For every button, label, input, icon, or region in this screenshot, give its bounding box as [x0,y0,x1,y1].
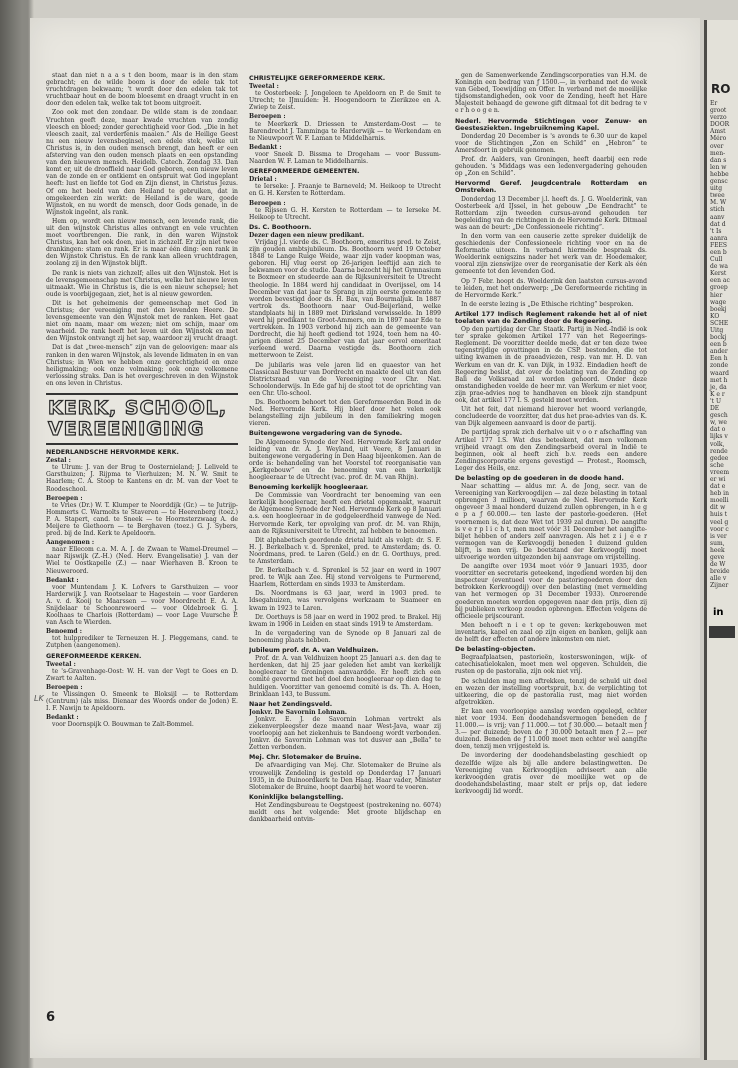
facing-page-line: Kerst [710,270,727,278]
column-1-groups [46,457,238,649]
facing-page-line: stich [710,206,725,214]
article-text: De schulden mag men aftrekken, tenzij de schuld uit doel en wezen der instelling voortspruit, b.v. de verplichting tot uitkeering, die op de pastoralia rust, mag niet worden afgetrokken. [455,677,647,706]
paragraph: Dat is dat „twee-mensch” zijn van de geloovigen: maar als ranken in den waren Wijnstok, als levende lidmaten in en van Christus; in Wien we hebben onze gerechtigheid en onze heiligmaking; ook onze volmaking; ook onze volkomene verlossing straks. Dan is het overgeschreven in den Wijnstok en ons leven in Christus. [46,344,238,387]
facing-page-line: gedee [710,454,729,462]
facing-page-line: twee [710,192,725,200]
article-text: De Algemeene Synode der Ned. Hervormde Kerk zal onder leiding van dr. A. J. Weyland, uit Veere, 8 Januari in buitengewone vergadering in Den Haag bijeenkomen. Aan de orde is: behandeling van het Voorstel tot reorganisatie van „Kerkgebouw” en de benoeming van een kerkelijk hoogleeraar te de Utrecht (vac. prof. dr. M. van Rhijn). [249,438,441,481]
group-label: Beroepen : [46,494,83,502]
article-text: te Rijssen G. H. Kersten te Rotterdam — te Ierseke M. Heikoop te Utrecht. [249,206,441,221]
facing-page-line: groep [710,284,728,292]
facing-page-line: breide [710,568,730,576]
article-title: Koninklijke belangstelling. [249,793,344,801]
facing-page-line: wage [710,298,727,306]
column-1-groups-2 [46,661,238,729]
facing-page-line: bockj [710,334,727,342]
margin-annotation: LK [34,694,44,703]
facing-page-line: aanra [710,234,728,242]
paragraph: Zoo ook met den zondaar. De wilde stam is de zondaar. Vruchten geeft deze, maar kwade vruchten van zondig vleesch en bloed; zonder gerechtigheid voor God. „Die in het vleesch zaait, zal verderfenis maaien.” Als de Heilige Geest nu een nieuw levensbeginsel, een edele stek, welke uit Christus is, in den ouden mensch brengt, dan heeft er een afsterving van den ouden mensch plaats en een opstanding van den nieuwen mensch. Heidelb. Catech. Zondag 33. Dan komt er, uit de drooffield naar God geboren, een nieuw leven van de zonde en er ontkiemt en ontspruit wat God ingeplant heeft: lust en liefde tot God en Zijn dienst, in Christus Jezus. Of om het beeld van den Heiland te gebruiken, dat in omgekeerden zin werkt: de Heiland is de ware, goede Wijnstok, en nu wordt de mensch, door Gods genade, in de Wijnstok ingeënt, als rank. [46,109,238,216]
facing-page-line: moelli [710,497,729,505]
facing-page-line: volk, [710,440,725,448]
article-text: Ds. Noordmans is 63 jaar, werd in 1903 pred. te Idsegahuizen, was vervolgens werkzaam te Suameer en kwam in 1923 te Laren. [249,590,441,612]
facing-page-line: men- [710,149,726,157]
article-label: Jonkvr. De Savornin Lohman. [249,708,347,716]
facing-page-line: groot [710,107,727,115]
article-text: In de eerste lezing is „De Ethische richting” besproken. [461,300,634,308]
facing-page-line: hebbe [710,170,729,178]
facing-page-line: heb in [710,490,729,498]
facing-page-line: dit w [710,504,726,512]
facing-page-line: KO [710,312,720,320]
facing-page-line: K e r [710,390,725,398]
article-text: In de vergadering van de Synode op 8 Januari zal de benoeming plaats hebben. [249,629,441,644]
article-text: Er kan een voorloopige aanslag worden opgelegd, echter niet voor 1934. Een doodehandsvermogen beneden de ƒ 11.000.— is vrij; van ƒ 11.000.— tot ƒ 30.000.— betaalt men ƒ 3.— per duizend; boven de ƒ 30.000 betaalt men ƒ 2.— per duizend. Beneden de ƒ 11.000 moet men echter wel aangifte doen, tenzij men vrijgesteld is. [455,707,647,751]
facing-page-line: boekj [710,305,727,313]
group-text: voor Muntendam J. K. Lofvers te Garsthuizen — voor Harderwijk J. van Rootselaar te Hagestein — voor Garderen A. v. d. Kooij te Maarssen — voor Moordrecht E. A. A. Snijdelaar te Schoonrewoerd — voor Oldebroek G. J. Koolhaas te Charlois (Rotterdam) — voor Lage Vuursche P. van Asch te Wierden. [46,583,238,627]
article-label: Bedankt : [249,143,282,151]
facing-page-line: SCHE [710,319,729,327]
facing-page-line: Zijner [710,582,729,590]
article-title: Artikel 177 Indisch Reglement rakende het al of niet toelaten van de Zending door de Regeering. [455,310,647,325]
page-number: 6 [46,1010,56,1025]
group-text: te Vries (Dr.) W. T. Klumper te Noorddijk (Gr.) — te Jutrijp-Hommerts C. Warmolts te Staveren — te Heerenberg (toez.) P. A. Stapert, cand. te Sneek — te Hoornsterzwaag A. de Meijere te Giethoorn — te Berghaven (toez.) G. J. Sybers, pred. bij de Ind. Kerk te Apeldoorn. [46,501,238,538]
paragraph: Dit is het geheimenis der gemeenschap met God in Christus; der vereeniging met den levenden Heere. De levensgemeente van den Wijnstok met de ranken. Het gaat niet om naam, maar om wezen; niet om schijn, maar om waarheid. De rank heeft het leven uit den Wijnstok en met den Wijnstok ontvangt zij het sap, waardoor zij vrucht draagt. [46,299,238,343]
column-3 [455,72,647,1022]
article-text: Donderdag 13 December j.l. heeft ds. J. G. Woelderink, van Oosterbeek a/d IJssel, in het gebouw „De Eendracht” te Rotterdam zijn tweeden cursus-avond gehouden ter begeleiding van de richtingen in de Hervormde Kerk. Ditmaal was aan de beurt: „De Confessioneele richting”. [455,195,647,231]
article-text: Dr. Oorthuys is 58 jaar en werd in 1902 pred. te Brakel. Hij kwam in 1906 in Leiden en staat sinds 1919 te Amsterdam. [249,613,441,628]
article-text: voor Sneek D. Bissma te Drogeham — voor Bussum-Naarden W. F. Laman te Middelharnis. [249,150,441,166]
article-text: De Commissie van Voordracht ter benoeming van een kerkelijk hoogleeraar, heeft een drietal opgemaakt, waaruit de Algemeene Synode der Ned. Hervormde Kerk op 8 Januari a.s. een hoogleeraar in de godgeleerdheid vanwege de Ned. Hervormde Kerk, ter opvolging van prof. dr. M. van Rhijn, aan de Rijksuniversiteit te Utrecht, zal hebben te benoemen. [249,492,441,535]
article-title: Hervormd Geref. Jeugdcentrale Rotterdam en Omstreken. [455,180,647,195]
facing-page-line: DOOR [710,121,730,129]
article-text: Ds. Boothoorn behoort tot den Gereformeerden Bond in de Ned. Hervormde Kerk. Hij bleef door het velen ook belangstelling zijn jubileum in den familiekring mogen vieren. [249,399,441,428]
group-text: tot hulpprediker te Terneuzen H. J. Pleggemans, cand. te Zutphen (aangenomen). [46,635,238,650]
facing-page-line: gesch [710,412,728,420]
article-label: Dezer dagen een nieuw predikant. [249,231,365,239]
facing-page-line: veel g [710,518,729,526]
facing-page-line: heek [710,546,725,554]
facing-page-line: Een h [710,355,728,363]
article-text: Dit alphabetisch geordende drietal luidt als volgt: dr. S. F. H. J. Berkelbach v. d. Sprenkel, pred. te Amsterdam; ds. O. Noordmans, pred. te Laren (Geld.) en dr. G. Oorthuys, pred. te Amsterdam. [249,536,441,565]
article-text: Op 7 Febr. hoopt ds. Woelderink den laatsten cursus-avond te leiden, met het onderwerp: „De Gereformeerde richting in de Hervormde Kerk.” [455,277,647,299]
article-text: Jonkvr. E. J. de Savornin Lohman vertrekt als ziekenverpleegster deze maand naar West-Java, waar zij voorloopig aan het ziekenhuis te Bandoeng wordt verbonden. Jonkvr. de Savornin Lohman was tot dusver aan „Bella” te Zetten verbonden. [249,715,441,752]
facing-page-line: Uitg [710,327,724,334]
facing-page-line: dat o [710,426,726,434]
article-label: Tweetal : [249,83,279,91]
paragraph: staat dan niet n a a s t den boom, maar is in den stam gebracht; en de wilde boom is door de edele tak tot vruchtdragen bekwaam; 't wordt door den edelen tak tot vruchtbaar hout en de boom bloesemt en draagt vrucht in en door den edelen tak, welke tak tot boom uitgroeit. [46,72,238,108]
facing-page-line: waard [710,369,729,377]
facing-page-line: zonde [710,362,729,370]
facing-page-line: dat d [710,220,726,228]
facing-page-image [709,626,735,638]
facing-page-line: Er [710,100,718,107]
section-title: NEDERLANDSCHE HERVORMDE KERK. [46,449,179,457]
facing-page-edge [704,20,738,1060]
column-1 [46,72,238,1022]
article-text: In den vorm van een causerie zette spreker duidelijk de geschiedenis der Confessioneele richting voor en na de Reformatie uiteen. In verband hiermede bespraak ds. Woelderink eenigszins nader het werk van dr. Hoedemaker, vooral zijn zienswijze over de reorganisatie der Kerk als één gemeente tot den levenden God. [455,232,647,276]
facing-page-line: Amst [710,128,726,136]
facing-page-line: Cull [710,256,723,264]
article-title: GEREFORMEERDE GEMEENTEN. [249,168,360,176]
article-text: gen de Samenwerkende Zendingscorporaties van H.M. de Koningin een bedrag van ƒ 1500.—, in verband met de week van Gebed, Toewijding en Offer. In verband met de moeilijke tijdsomstandigheden, ook voor de Zending, heeft het Hare Majesteit behaagd de gewone gift ditmaal tot dit bedrag te v e r h o o g e n. [455,72,647,115]
group-text: te Vlissingen O. Smeenk te Bloksijl — te Rotterdam (Centrum) (als miss. Dienaar des Woords onder de Joden) E. I. F. Nawijn te Apeldoorn. [46,691,238,713]
group-label: Benoemd : [46,628,82,636]
article-text: Dr. Berkelbach v. d. Sprenkel is 52 jaar en werd in 1907 pred. te Wijk aan Zee. Hij stond vervolgens te Purmerend, Haarlem, Rotterdam en sinds 1933 te Amsterdam. [249,567,441,589]
facing-page-line: huis t [710,511,728,519]
group-label: Tweetal : [46,660,76,668]
facing-page-line: sche [710,461,724,469]
article-label: Beroepen : [249,113,286,121]
facing-page-line: len w [710,163,727,171]
article-text: Begraafplaatsen, pastorieën, kosterswoningen, wijk- of catechisatielokalen, moet men wel opgeven. Schulden, die rusten op de pastoralia, zijn ook niet vrij. [455,654,647,676]
article-title: Benoeming kerkelijk hoogleeraar. [249,484,369,492]
facing-page-line: met h [710,376,728,384]
facing-page-line: DE [710,405,720,413]
article-text: Prof. dr. Aalders, van Groningen, heeft daarbij een rede gehouden. 's Middags was een ledenvergadering gehouden op „Zon en Schild”. [455,156,647,178]
facing-page-line: gensc [710,178,728,186]
article-text: Prof. dr. A. van Veldhuizen hoopt 25 Januari a.s. den dag te herdenken, dat hij 25 jaar geleden het ambt van kerkelijk hoogleeraar te Groningen aanvaardde. Er heeft zich een comité gevormd met het doel den hoogleeraar op dien dag te huldigen. Voorzitter van genoemd comité is ds. Th. A. Hoen, Brinklaan 143, te Bussum. [249,655,441,698]
facing-page-line: Méro [710,135,727,143]
facing-page-line: uitg [710,185,723,193]
facing-page-line: een ac [710,277,730,285]
facing-page-line: rende [710,447,728,455]
article-label: Beroepen : [249,199,286,207]
facing-page-line: de W [710,561,726,569]
article-text: De invordering der doodehandsbelasting geschiedt op dezelfde wijze als bij alle andere belastingwetten. De Vereeniging van Kerkvoogdijen adviseert aan alle kerkvoogden gratis over de moeilijke wet op de doodehandsbelasting, maar stelt er prijs op, dat iedere kerkvoogdij lid wordt. [455,752,647,795]
article-title: Nederl. Hervormde Stichtingen voor Zenuw- en Geestesziekten. Ingebruikneming Kapel. [455,117,647,132]
section-title-2: GEREFORMEERDE KERKEN. [46,652,142,660]
group-label: Beroepen : [46,683,83,691]
group-text: voor Doornspijk O. Bouwman te Zalt-Bommel. [52,721,194,729]
facing-page-line: 't Is [710,227,722,235]
facing-page-line: voor c [710,525,729,533]
facing-page-line: M. W [710,199,727,207]
facing-page-lines [707,100,738,589]
group-label: Bedankt : [46,714,79,722]
facing-page-line: hier [710,291,723,299]
facing-page-line: w, we [710,419,727,427]
facing-page-line: je, da [710,383,727,391]
facing-page-line: is ver [710,532,727,540]
article-text: te Ierseke: J. Fraanje te Barneveld; M. Heikoop te Utrecht en G. H. Kersten te Rotterdam. [249,183,441,198]
paragraph: De rank is niets van zichzelf; alles uit den Wijnstok. Het is de levensgemeenschap met Christus, welke het nieuwe leven uitmaakt. Wie in Christus is, die is een nieuw schepsel; het oude is voorbijgegaan, ziet, het is al nieuw geworden. [46,269,238,298]
facing-page-line: ander [710,348,728,356]
article-text: Men behoeft n i e t op te geven: kerkgebouwen met inventaris, kapel en zaal op zijn eigen en banken, gelijk aan de helft der effecten of andere inkomsten om niet. [455,621,647,644]
facing-page-line: een b [710,341,727,349]
article-text: De aangifte over 1934 moet vóór 9 Januari 1935, door voorzitter en secretaris geteekend, ingediend worden bij den inspecteur (eventueel voor de pastoriegoederen door den betrokken Kerkvoogdij) over den belasting (met vermelding van het vermogen op 31 December 1933). Onroerende goederen moeten worden opgegeven naar den prijs, dien zij bij publieken verkoop zouden opbrengen. Effecten volgens de officieele prijscourant. [455,563,647,620]
article-text: Uit het feit, dat niemand hierover het woord verlangde, concludeerde de voorzitter, dat dus het prae-advies van ds. K. van Dijk algemeen aanvaard is door de partij. [455,406,647,428]
facing-page-line: lijks v [710,433,728,441]
article-text: Donderdag 20 December is 's avonds te 6.30 uur de kapel voor de Stichtingen „Zon en Schild” en „Hebron” te Amersfoort in gebruik genomen. [455,132,647,154]
article-text: De afvaardiging van Mej. Chr. Slotemaker de Bruine als vrouwelijk Zendeling is gesteld op Donderdag 17 Januari 1935, in de Duinoordkerk te Den Haag. Haar vader, Minister Slotemaker de Bruine, hoopt daarbij het woord te voeren. [249,762,441,791]
column-1-paragraphs [46,72,238,387]
facing-page-line: aanv [710,213,725,221]
article-text: Vrijdag j.l. vierde ds. C. Boothoorn, emeritus pred. te Zeist, zijn gouden ambtsjubileum. Ds. Boothoorn werd 19 October 1848 te Lange Ruige Weide, waar zijn vader koopman was, geboren. Hij vlug eerst op 26-jarigen leeftijd aan zich te bekwamen voor de studie. Daarna bezocht hij het Gymnasium te Boxmeer en studeerde aan de Rijksuniversiteit te Utrecht theologie. In 1884 werd hij candidaat in Overijssel, om 14 December van dat jaar te Sprang in zijn eerste gemeente te worden bevestigd door ds. H. Bax, van Bourmaljuk. In 1887 vertrok ds. Boothoorn naar Oud-Beijerland, welke standplaats hij in 1889 met Dirksland verwisselde. In 1899 werd hij predikant te Groot-Ammers, om in 1897 naar Ede te vertrekken. In 1903 verbond hij zich aan de gemeente van Dordrecht, die hij heeft gediend tot 1924, toen hem na 40-jarigen dienst 25 December van dat jaar eervol emeritaat verleend werd. Daarna vestigde ds. Boothoorn zich metterwoon te Zeist. [249,238,441,360]
facing-page-title: RO [711,82,731,96]
section-banner [46,393,238,445]
article-text: Naar schatting — aldus mr. A. de Jong, secr. van de Vereeniging van Kerkvoogdijen — zal deze belasting in totaal opbrengen 3 millioen, waarvan de Ned. Hervormde Kerk ongeveer 3 maal honderd duizend zullen opbrengen, in h e g e p a ƒ 60.000.— ten laste der pastorie-goederen. (Het voornemen is, dat deze Wet tot 1939 zal duren). De aangifte is v e r p l i c h t, men moet vóór 31 December het aangifte-biljet hebben of anders zelf aanvragen. Als het z i j e e r vermogen van de Kerkvoogdij beneden 1 duizend gulden blijft, is men vrij. De boetstand der Kerkvoogdij moet uitvoerige worden uitgezonden bij aanvrage om vrijstelling. [455,483,647,561]
article-title: Ds. C. Boothoorn. [249,223,312,231]
facing-page-line: er wi [710,475,726,483]
article-text: te Oosterbeek: J. Jongeleen te Apeldoorn en P. de Smit te Utrecht; te IJmuiden: H. Hoogendoorn te Zierikzee en A. Zwiep te Zeist. [249,90,441,112]
group-text: te Ulrum: J. van der Brug te Oosternieland; J. Leliveld te Garsthuizen; J. Rijpma te Vierhuizen; M. N. W. Smit te Haarlem; C. A. Stoop te Kantens en dr. M. van der Voet te Roodeschool. [46,464,238,493]
facing-page-line: de wa [710,263,729,271]
facing-page-line: sum, [710,539,725,547]
facing-page-line: verzo [710,114,727,122]
article-text: De jubilaris was vele jaren lid en quaestor van het Classicaal Bestuur van Dordrecht en maakte deel uit van den Districtsraad van de Vereeniging voor Chr. Nat. Schoolonderwijs. In Ede gaf hij de stoot tot de oprichting van een Chr. Ulo-school. [249,361,441,397]
group-label: Zestal : [46,457,71,465]
group-text: te 's-Gravenhage-Oost: W. H. van der Vegt te Goes en D. Zwart te Aalten. [46,667,238,682]
facing-page-label: in [713,607,724,619]
article-title: De belasting op de goederen in de doode hand. [455,474,624,482]
facing-page-line: dan s [710,156,727,164]
group-label: Bedankt : [46,576,79,584]
paragraph: Hem op, wordt een nieuw mensch, een levende rank, die uit den wijnstok Christus alles ontvangt en vele vruchten moet voortbrengen. Die rank, in den waren Wijnstok Christus, kan het ook doen, niet in zichzelf. Er zijn niet twee drankingen: stam en rank. Er is maar één ding: een rank in den Wijnstok Christus. En de rank kan alleen vruchtdragen, zoolang zij in den Wijnstok blijft. [46,217,238,268]
facing-page-line: geve [710,554,725,561]
facing-page-line: 't U [710,397,722,405]
article-text: Op den partijdag der Chr. Staatk. Partij in Ned.-Indië is ook ter sprake gekomen Artikel 177 van het Regeerings-Reglement. De voorzitter deelde mede, dat er ten deze twee tegenstrijdige opvattingen in de CSP. bestonden, die tot uiting kwamen in de praeadviezen, resp. van mr. H. D. van Werkum en van dr. K. van Dijk, in 1932. Eindadien heeft de Regeering beslist, dat over de toelating van de Zending op Bali de Volksraad zal worden gehoord. Onder deze omstandigheden voelde de heer mr. van Werkum er niet voor, zijn prae-advies nog te handhaven en bleek zijn standpunt ook, dat artikel 177 I. S. gesteld moet worden. [455,326,647,405]
group-text: naar Ellecom c.a. M. A. J. de Zwaan te Wamel-Dreumel — naar Rijswijk (Z.-H.) (Ned. Herv. Evangelisatie) J. van der Wiel te Oostkapelle (Z.) — naar Wierhaven B. Kroon te Nieuweroord. [46,546,238,575]
facing-page-line: alle v [710,575,727,583]
article-title: Jubileum prof. dr. A. van Veldhuizen. [249,647,379,655]
article-text: te Meerkerk D. Driessen te Amsterdam-Oost — te Barendrecht J. Tamminga te Harderwijk — te Werkendam en te Nieuwpoort W. F. Laman te Middelharnis. [249,120,441,142]
article-title: Buitengewone vergadering van de Synode. [249,430,403,438]
column-2 [249,72,441,1022]
facing-page-line: over [710,142,724,150]
article-text: De partijdag sprak zich derhalve uit v o o r afschaffing van Artikel 177 I.S. Wat dus beteekent, dat men volkomen vrijheid vraagt om den Zendingsarbeid overal in Indië te beginnen, ook al heeft zich b.v. reeds een andere Zendingscorporatie ergens gevestigd — Protest., Roomsch, Leger des Heils, enz. [455,429,647,472]
facing-page-line: een b [710,248,727,256]
article-title: De belasting-objecten. [455,646,536,654]
banner-line-2: VEREENIGING [48,418,205,441]
article-label: Drietal : [249,176,277,184]
facing-page-line: FEES [710,241,728,249]
article-title: CHRISTELIJKE GEREFORMEERDE KERK. [249,75,386,82]
facing-page-line: vreem [710,468,730,476]
banner-line-1: KERK, SCHOOL, [48,397,228,420]
facing-page-line: dat e [710,483,726,491]
article-title: Mej. Chr. Slotemaker de Bruine. [249,754,362,762]
article-text: Het Zendingsbureau te Oegstgeest (postrekening no. 6074) meldt ons het volgende: Met groote blijdschap en dankbaarheid ontvin- [249,801,441,824]
article-title: Naar het Zendingsveld. [249,700,333,708]
group-label: Aangenomen : [46,539,95,547]
